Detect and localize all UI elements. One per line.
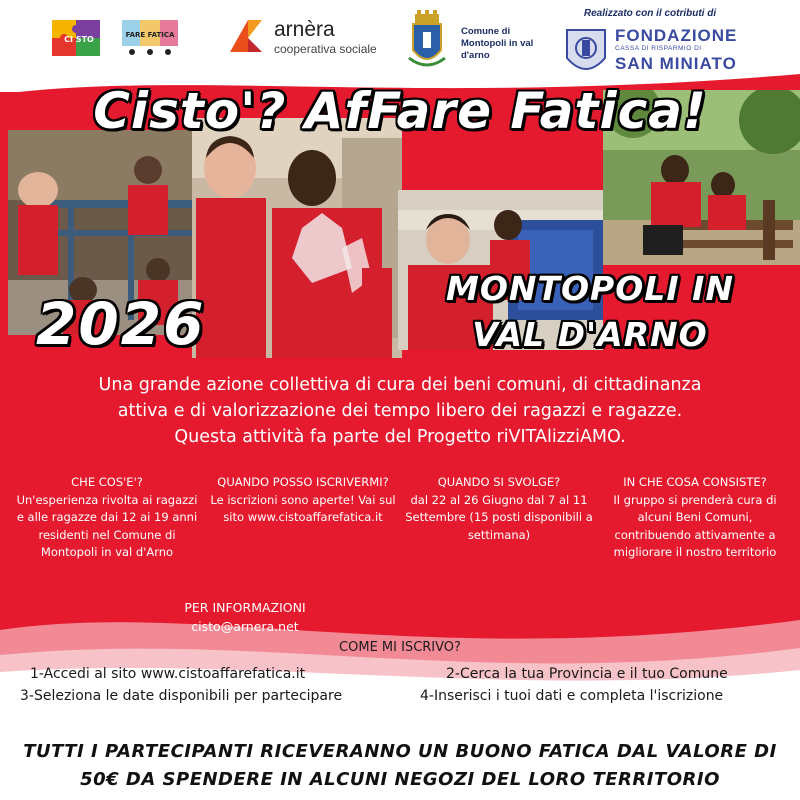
footer-voucher-note	[0, 738, 800, 794]
place-line-1: MONTOPOLI IN	[445, 269, 734, 308]
info-column-signup	[208, 474, 398, 527]
signup-step-1: 1-Accedi al sito www.cistoaffarefatica.it	[30, 666, 306, 682]
contact-email[interactable]: cisto@arnera.net	[191, 619, 299, 634]
fondazione-header: Realizzato con il cotributi di	[583, 8, 717, 19]
column-heading: CHE COS'E'?	[71, 475, 143, 489]
fondazione-name: FONDAZIONE	[615, 26, 738, 45]
svg-text:FARE FATICA: FARE FATICA	[125, 31, 175, 39]
info-column-activity	[600, 474, 790, 562]
signup-step-3: 3-Seleziona le date disponibili per partecipare	[20, 688, 343, 704]
year-label: 2026	[36, 290, 206, 358]
main-title: Cisto'? AfFare Fatica!	[93, 82, 707, 140]
intro-line-3: Questa attività fa parte del Progetto riVITAlizziAMO.	[174, 427, 626, 447]
footer-line-1: TUTTI I PARTECIPANTI RICEVERANNO UN BUONO FATICA DAL VALORE DI	[23, 741, 777, 762]
fare-fatica-puzzle-logo	[118, 14, 182, 58]
column-heading: IN CHE COSA CONSISTE?	[623, 475, 767, 489]
column-heading: QUANDO SI SVOLGE?	[437, 475, 561, 489]
comune-name: Comune di Montopoli in val d'arno	[461, 26, 534, 61]
arnera-logo	[228, 16, 388, 62]
signup-step-4: 4-Inserisci i tuoi dati e completa l'iscrizione	[420, 688, 724, 704]
column-heading: QUANDO POSSO ISCRIVERMI?	[217, 475, 389, 489]
signup-title: COME MI ISCRIVO?	[339, 640, 461, 655]
fondazione-city: SAN MINIATO	[615, 54, 737, 73]
column-body: dal 22 al 26 Giugno dal 7 al 11 Settembre (15 posti disponibili a settimana)	[405, 492, 593, 542]
photo-painted-hand-shirt	[192, 118, 402, 358]
intro-line-1: Una grande azione collettiva di cura dei beni comuni, di cittadinanza	[98, 375, 702, 395]
info-column-what	[12, 474, 202, 562]
column-body: Il gruppo si prenderà cura di alcuni Beni Comuni, contribuendo attivamente a migliorare il nostro territorio	[613, 492, 777, 559]
arnera-mark-icon	[228, 18, 264, 54]
arnera-name: arnèra	[274, 18, 335, 41]
column-body: Le iscrizioni sono aperte! Vai sul sito www.cistoaffarefatica.it	[210, 492, 396, 524]
arnera-subtitle: cooperativa sociale	[274, 42, 377, 56]
place-title	[400, 266, 780, 358]
svg-text:CI STO: CI STO	[64, 35, 94, 44]
contact-info	[130, 598, 360, 636]
info-column-when	[404, 474, 594, 544]
contact-heading: PER INFORMAZIONI	[184, 600, 306, 615]
cisto-puzzle-logo	[50, 14, 108, 60]
column-body: Un'esperienza rivolta ai ragazzi e alle ragazze dai 12 ai 19 anni residenti nel Comune di Montopoli in val d'Arno	[16, 492, 198, 559]
intro-line-2: attiva e di valorizzazione dei tempo libero dei ragazzi e ragazze.	[117, 401, 683, 421]
fondazione-sub: CASSA DI RISPARMIO DI	[615, 45, 702, 52]
place-line-2: VAL D'ARNO	[472, 315, 708, 354]
intro-text	[20, 372, 780, 450]
signup-step-2: 2-Cerca la tua Provincia e il tuo Comune	[446, 666, 728, 682]
footer-line-2: 50€ DA SPENDERE IN ALCUNI NEGOZI DEL LORO TERRITORIO	[80, 769, 720, 790]
